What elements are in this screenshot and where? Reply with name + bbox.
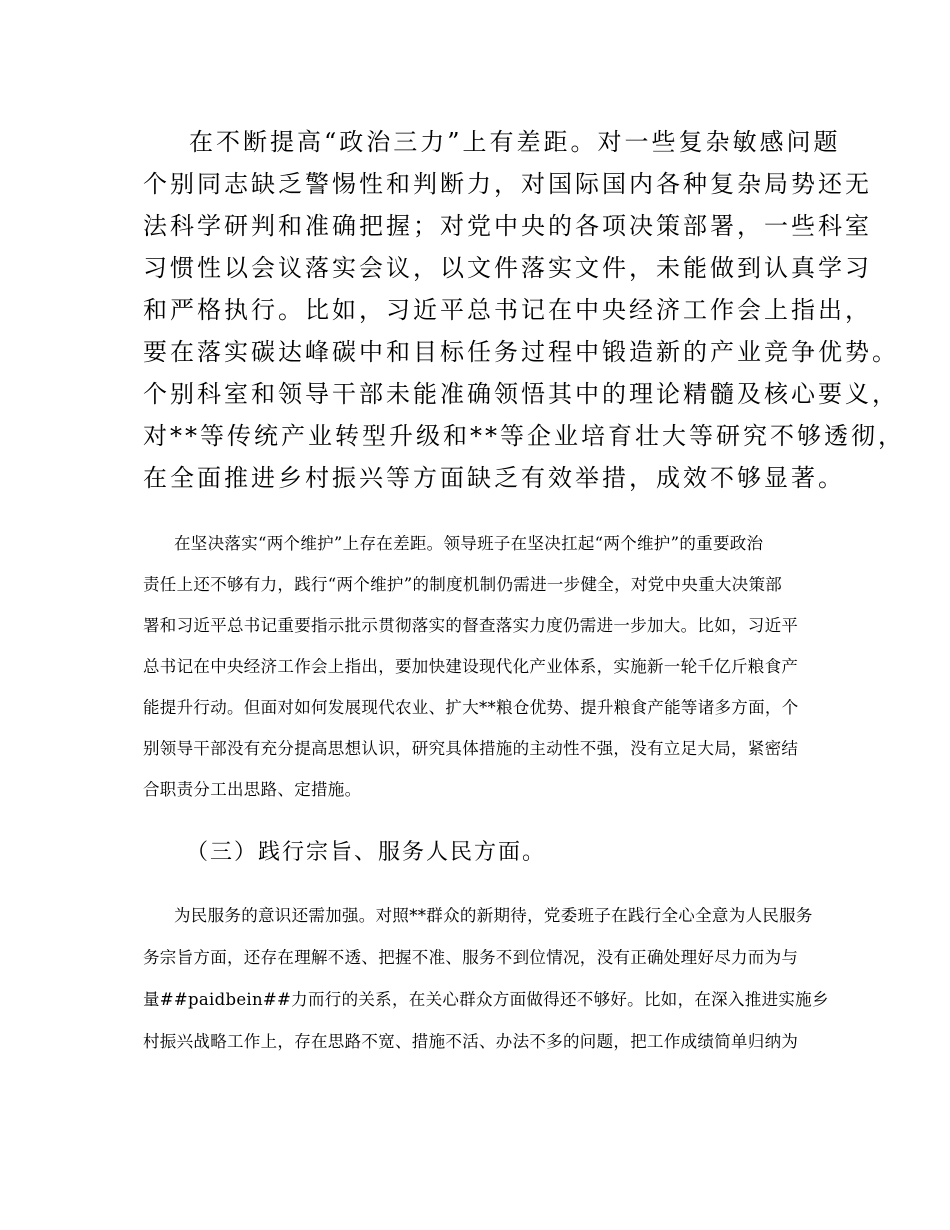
- paragraph-3-line-4: 村振兴战略工作上，存在思路不宽、措施不活、办法不多的问题，把工作成绩简单归纳为: [143, 1032, 799, 1051]
- paragraph-3-line-1: 为民服务的意识还需加强。对照**群众的新期待，党委班子在践行全心全意为人民服务: [174, 906, 813, 925]
- paragraph-1-line-3: 法科学研判和准确把握；对党中央的各项决策部署，一些科室: [143, 212, 872, 240]
- paragraph-1-line-7: 个别科室和领导干部未能准确领悟其中的理论精髓及核心要义，: [143, 380, 899, 408]
- paragraph-2-line-4: 总书记在中央经济工作会上指出，要加快建设现代化产业体系，实施新一轮千亿斤粮食产: [143, 657, 799, 676]
- paragraph-1-line-8: 对**等传统产业转型升级和**等企业培育壮大等研究不够透彻，: [143, 422, 905, 450]
- paragraph-3-line-3: 量##paidbein##力而行的关系，在关心群众方面做得还不够好。比如，在深入推进实施乡: [143, 990, 829, 1009]
- paragraph-1-line-4: 习惯性以会议落实会议，以文件落实文件，未能做到认真学习: [143, 254, 872, 282]
- paragraph-1-line-9: 在全面推进乡村振兴等方面缺乏有效举措，成效不够显著。: [143, 464, 845, 492]
- paragraph-2-line-5: 能提升行动。但面对如何发展现代农业、扩大**粮仓优势、提升粮食产能等诸多方面，个: [143, 698, 799, 717]
- paragraph-1-line-2: 个别同志缺乏警惕性和判断力，对国际国内各种复杂局势还无: [143, 170, 872, 198]
- paragraph-2-line-3: 署和习近平总书记重要指示批示贯彻落实的督查落实力度仍需进一步加大。比如，习近平: [143, 616, 799, 635]
- paragraph-1-line-5: 和严格执行。比如，习近平总书记在中央经济工作会上指出，: [143, 296, 872, 324]
- paragraph-2-line-6: 别领导干部没有充分提高思想认识，研究具体措施的主动性不强，没有立足大局，紧密结: [143, 739, 799, 758]
- paragraph-3-line-2: 务宗旨方面，还存在理解不透、把握不准、服务不到位情况，没有正确处理好尽力而为与: [143, 948, 799, 967]
- paragraph-2-line-7: 合职责分工出思路、定措施。: [143, 780, 362, 799]
- paragraph-1-line-1: 在不断提高“政治三力”上有差距。对一些复杂敏感问题: [189, 128, 841, 156]
- section-heading-3: （三）践行宗旨、服务人民方面。: [186, 840, 547, 865]
- paragraph-2-line-1: 在坚决落实“两个维护”上存在差距。领导班子在坚决扛起“两个维护”的重要政治: [174, 534, 764, 553]
- paragraph-1-line-6: 要在落实碳达峰碳中和目标任务过程中锻造新的产业竞争优势。: [143, 338, 899, 366]
- paragraph-2-line-2: 责任上还不够有力，践行“两个维护”的制度机制仍需进一步健全，对党中央重大决策部: [143, 575, 783, 594]
